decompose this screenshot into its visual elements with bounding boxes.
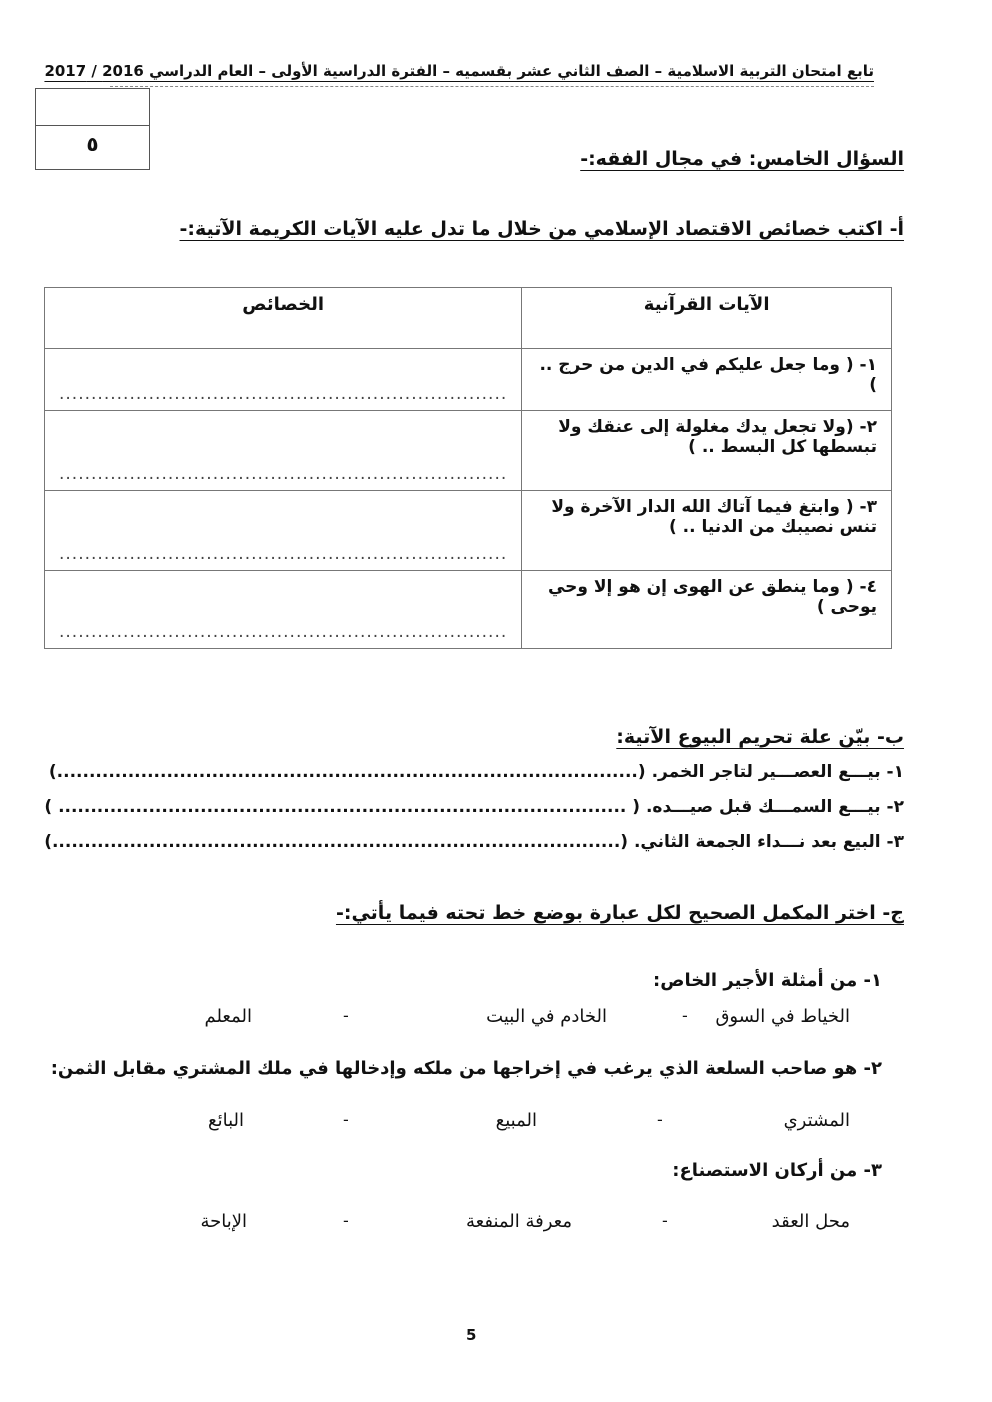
- answer-field[interactable]: ......................................................................: [45, 349, 522, 411]
- option[interactable]: المعلم: [204, 1006, 252, 1027]
- verse-cell: ٣- ( وابتغ فيما آتاك الله الدار الآخرة ولا تنس نصيبك من الدنيا .. ): [522, 491, 892, 571]
- option[interactable]: محل العقد: [771, 1211, 850, 1232]
- separator: -: [682, 1006, 688, 1025]
- separator: -: [343, 1211, 349, 1230]
- score-box-blank: [36, 89, 149, 126]
- part-b-item[interactable]: ٣- البيع بعد نـــداء الجمعة الثاني. (........................................................................................): [44, 832, 904, 852]
- page-number: 5: [466, 1326, 477, 1344]
- separator: -: [343, 1006, 349, 1025]
- option[interactable]: المشتري: [783, 1110, 850, 1131]
- separator: -: [662, 1211, 668, 1230]
- score-box-value: ٥: [86, 132, 99, 156]
- part-a-title: أ- اكتب خصائص الاقتصاد الإسلامي من خلال ما تدل عليه الآيات الكريمة الآتية:-: [179, 218, 904, 240]
- part-b-item[interactable]: ٢- بيـــع السمـــك قبل صيـــده. ( ........................................................................................ ): [44, 797, 904, 817]
- part-b-item[interactable]: ١- بيـــع العصـــير لتاجر الخمر. (..........................................................................................): [48, 762, 904, 782]
- question-title: السؤال الخامس: في مجال الفقه:-: [580, 148, 904, 170]
- answer-field[interactable]: ......................................................................: [45, 411, 522, 491]
- separator: -: [343, 1110, 349, 1129]
- mcq-question: ٢- هو صاحب السلعة الذي يرغب في إخراجها من ملكه وإدخالها في ملك المشتري مقابل الثمن:: [50, 1058, 882, 1079]
- verses-table: [44, 287, 892, 649]
- option[interactable]: البائع: [208, 1110, 244, 1131]
- answer-field[interactable]: ......................................................................: [45, 491, 522, 571]
- header-divider: [110, 86, 874, 87]
- mcq-question: ٣- من أركان الاستصناع:: [672, 1160, 882, 1181]
- verse-cell: ١- ( وما جعل عليكم في الدين من حرج .. ): [522, 349, 892, 411]
- score-box: [35, 88, 150, 170]
- header-characteristics: الخصائص: [45, 288, 522, 349]
- option[interactable]: الخادم في البيت: [486, 1006, 607, 1027]
- answer-field[interactable]: ......................................................................: [45, 571, 522, 649]
- exam-header: تابع امتحان التربية الاسلامية – الصف الثاني عشر بقسميه – الفترة الدراسية الأولى – العام الدراسي 2016 / 2017: [44, 62, 874, 80]
- header-verses: الآيات القرآنية: [522, 288, 892, 349]
- verse-cell: ٢- (ولا تجعل يدك مغلولة إلى عنقك ولا تبسطها كل البسط .. ): [522, 411, 892, 491]
- option[interactable]: الخياط في السوق: [715, 1006, 850, 1027]
- option[interactable]: الإباحة: [200, 1211, 247, 1232]
- part-c-title: ج- اختر المكمل الصحيح لكل عبارة بوضع خط تحته فيما يأتي:-: [335, 902, 904, 924]
- option[interactable]: المبيع: [495, 1110, 537, 1131]
- part-b-title: ب- بيّن علة تحريم البيوع الآتية:: [616, 726, 904, 748]
- option[interactable]: معرفة المنفعة: [466, 1211, 572, 1232]
- separator: -: [657, 1110, 663, 1129]
- mcq-question: ١- من أمثلة الأجير الخاص:: [653, 970, 882, 991]
- verse-cell: ٤- ( وما ينطق عن الهوى إن هو إلا وحي يوحى ): [522, 571, 892, 649]
